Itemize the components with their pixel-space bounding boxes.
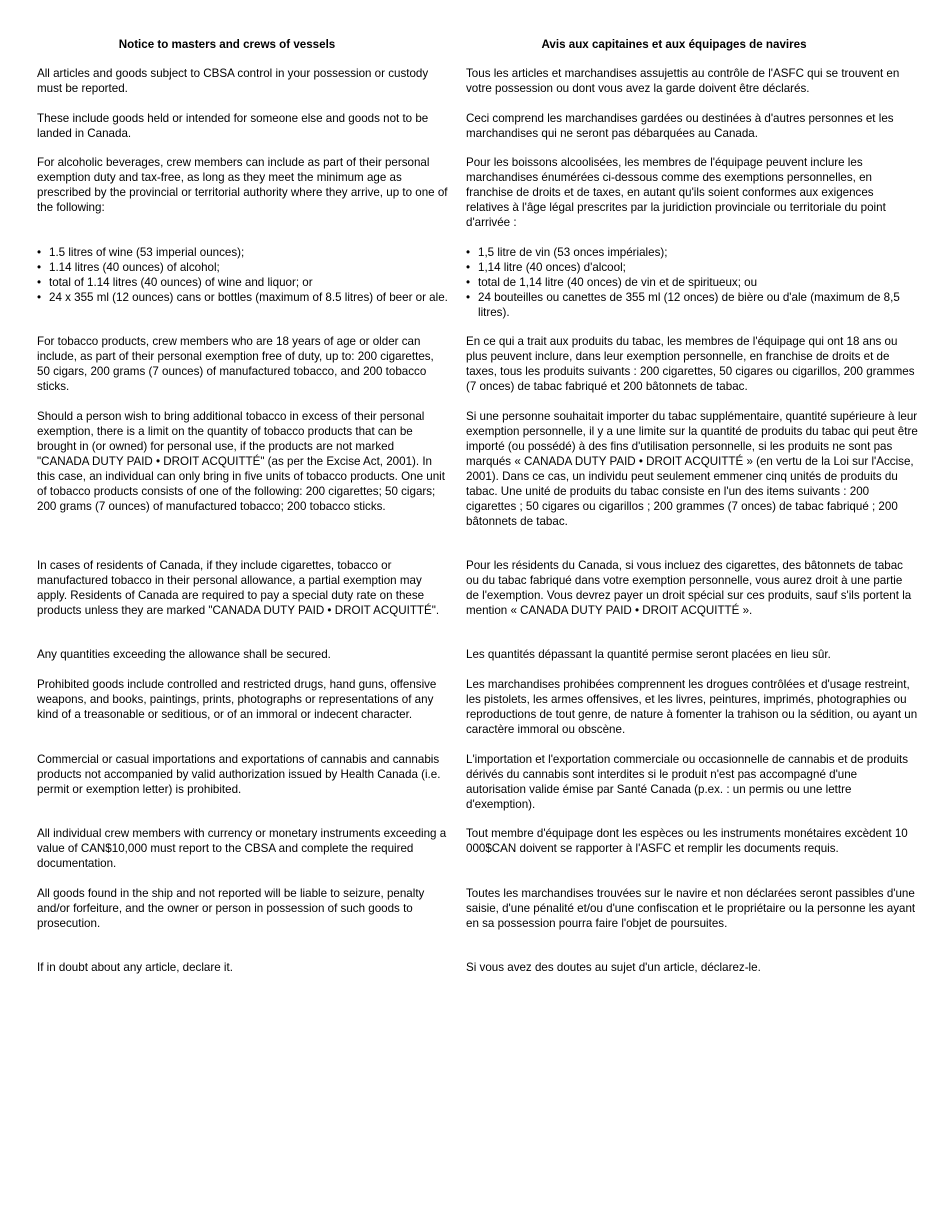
french-paragraph-declare: Si vous avez des doutes au sujet d'un article, déclarez-le. <box>466 961 761 974</box>
list-item: • 1.14 litres (40 ounces) of alcohol; <box>37 260 449 275</box>
list-item: • 1.5 litres of wine (53 imperial ounces); <box>37 245 449 260</box>
french-paragraph-cannabis: L'importation et l'exportation commerciale ou occasionnelle de cannabis et de produits dérivés du cannabis sont interdites si le produit n'est pas accompagné d'une autorisation valide émise par Santé Canada (p.ex. : un permis ou une lettre d'exemption). <box>466 753 909 811</box>
english-title: Notice to masters and crews of vessels <box>118 38 336 51</box>
french-paragraph-prohibited: Les marchandises prohibées comprennent les drogues contrôlées et d'usage restreint, les pistolets, les armes offensives, et les livres, peintures, imprimés, photographies ou reproductions de tout genre, de nature à fomenter la trahison ou la sédition, ou ayant un caractère immoral ou obscène. <box>466 678 918 736</box>
list-item: • 24 bouteilles ou canettes de 355 ml (12 onces) de bière ou d'ale (maximum de 8,5 litres). <box>466 290 918 320</box>
english-paragraph-goods-held: These include goods held or intended for someone else and goods not to be landed in Canada. <box>37 112 429 140</box>
english-paragraph-currency: All individual crew members with currency or monetary instruments exceeding a value of CAN$10,000 must report to the CBSA and complete the required documentation. <box>37 827 447 870</box>
french-paragraph-goods-held: Ceci comprend les marchandises gardées ou destinées à d'autres personnes et les marchandises qui ne seront pas débarquées au Canada. <box>466 112 894 140</box>
english-paragraph-declare: If in doubt about any article, declare it. <box>37 961 233 974</box>
list-item: • 1,5 litre de vin (53 onces impériales); <box>466 245 918 260</box>
english-paragraph-exceeding: Any quantities exceeding the allowance shall be secured. <box>37 648 331 661</box>
english-paragraph-cannabis: Commercial or casual importations and exportations of cannabis and cannabis products not accompanied by valid authorization issued by Health Canada (i.e. permit or exemption letter) is prohibited. <box>37 753 441 796</box>
english-paragraph-residents: In cases of residents of Canada, if they include cigarettes, tobacco or manufactured tobacco in their personal allowance, a partial exemption may apply. Residents of Canada are required to pay a special duty rate on these products unless they are marked "CANADA DUTY PAID • DROIT ACQUITTÉ". <box>37 559 440 617</box>
english-alcohol-list <box>37 245 449 305</box>
french-paragraph-reporting: Tous les articles et marchandises assujettis au contrôle de l'ASFC qui se trouvent en votre possession ou dont vous avez la garde doivent être déclarés. <box>466 67 900 95</box>
list-item: • total of 1.14 litres (40 ounces) of wine and liquor; or <box>37 275 449 290</box>
french-paragraph-additional-tobacco: Si une personne souhaitait importer du tabac supplémentaire, quantité supérieure à leur exemption personnelle, il y a une limite sur la quantité de produits du tabac qui peut être importé (ou possédé) à des fins d'utilisation personnelle, si les produits ne sont pas marqués « CANADA DUTY PAID • DROIT ACQUITTÉ » (en vertu de la Loi sur l'Accise, 2001). Dans ce cas, un individu peut seulement emmener cinq unités de produits du tabac. Une unité de produits du tabac consiste en l'un des items suivants : 200 cigarettes ; 50 cigares ou cigarillos ; 200 grammes (7 onces) de tabac fabriqué ; 200 bâtonnets de tabac. <box>466 410 918 528</box>
english-paragraph-reporting: All articles and goods subject to CBSA control in your possession or custody must be reported. <box>37 67 429 95</box>
french-paragraph-exceeding: Les quantités dépassant la quantité permise seront placées en lieu sûr. <box>466 648 831 661</box>
english-paragraph-alcohol: For alcoholic beverages, crew members can include as part of their personal exemption duty and tax-free, as long as they meet the minimum age as prescribed by the provincial or territorial authority where they arrive, up to one of the following: <box>37 156 448 214</box>
list-item: • 1,14 litre (40 onces) d'alcool; <box>466 260 918 275</box>
english-paragraph-seizure: All goods found in the ship and not reported will be liable to seizure, penalty and/or forfeiture, and the owner or person in possession of such goods to prosecution. <box>37 887 425 930</box>
english-paragraph-additional-tobacco: Should a person wish to bring additional tobacco in excess of their personal exemption, there is a limit on the quantity of tobacco products that can be brought in (or owned) for personal use, if the products are not marked "CANADA DUTY PAID • DROIT ACQUITTÉ" (as per the Excise Act, 2001). In this case, an individual can only bring in five units of tobacco products. One unit of tobacco products consists of one of the following: 200 cigarettes; 50 cigars; 200 grams (7 ounces) of manufactured tobacco; 200 tobacco sticks. <box>37 410 445 513</box>
french-alcohol-list <box>466 245 918 320</box>
french-paragraph-seizure: Toutes les marchandises trouvées sur le navire et non déclarées seront passibles d'une saisie, d'une pénalité et/ou d'une confiscation et le propriétaire ou la personne les ayant en sa possession pourra faire l'objet de poursuites. <box>466 887 916 930</box>
french-paragraph-currency: Tout membre d'équipage dont les espèces ou les instruments monétaires excèdent 10 000$CAN doivent se rapporter à l'ASFC et remplir les documents requis. <box>466 827 908 855</box>
english-paragraph-tobacco: For tobacco products, crew members who are 18 years of age or older can include, as part of their personal exemption free of duty, up to: 200 cigarettes, 50 cigars, 200 grams (7 ounces) of manufactured tobacco, and 200 tobacco sticks. <box>37 335 434 393</box>
english-paragraph-prohibited: Prohibited goods include controlled and restricted drugs, hand guns, offensive weapons, and books, paintings, prints, photographs or representations of any kind of a treasonable or seditious, or of an immoral or indecent character. <box>37 678 437 721</box>
list-item: • total de 1,14 litre (40 onces) de vin et de spiritueux; ou <box>466 275 918 290</box>
french-paragraph-residents: Pour les résidents du Canada, si vous incluez des cigarettes, des bâtonnets de tabac ou du tabac fabriqué dans votre exemption personnelle, vous aurez droit à une partie de l'exemption. Vous devrez payer un droit spécial sur ces produits, sauf s'ils portent la mention « CANADA DUTY PAID • DROIT ACQUITTÉ ». <box>466 559 912 617</box>
french-title: Avis aux capitaines et aux équipages de navires <box>541 38 807 51</box>
french-paragraph-alcohol: Pour les boissons alcoolisées, les membres de l'équipage peuvent inclure les marchandises énumérées ci-dessous comme des exemptions personnelles, en franchise de droits et de taxes, en autant qu'ils soient conformes aux exigences relatives à l'âge légal prescrites par la juridiction provinciale ou territoriale du point d'arrivée : <box>466 156 886 229</box>
list-item: • 24 x 355 ml (12 ounces) cans or bottles (maximum of 8.5 litres) of beer or ale. <box>37 290 449 305</box>
french-paragraph-tobacco: En ce qui a trait aux produits du tabac, les membres de l'équipage qui ont 18 ans ou plus peuvent inclure, dans leur exemption personnelle, en franchise de droits et de taxes, tous les produits suivants : 200 cigarettes, 50 cigares ou cigarillos, 200 grammes (7 onces) de tabac fabriqué et 200 bâtonnets de tabac. <box>466 335 915 393</box>
